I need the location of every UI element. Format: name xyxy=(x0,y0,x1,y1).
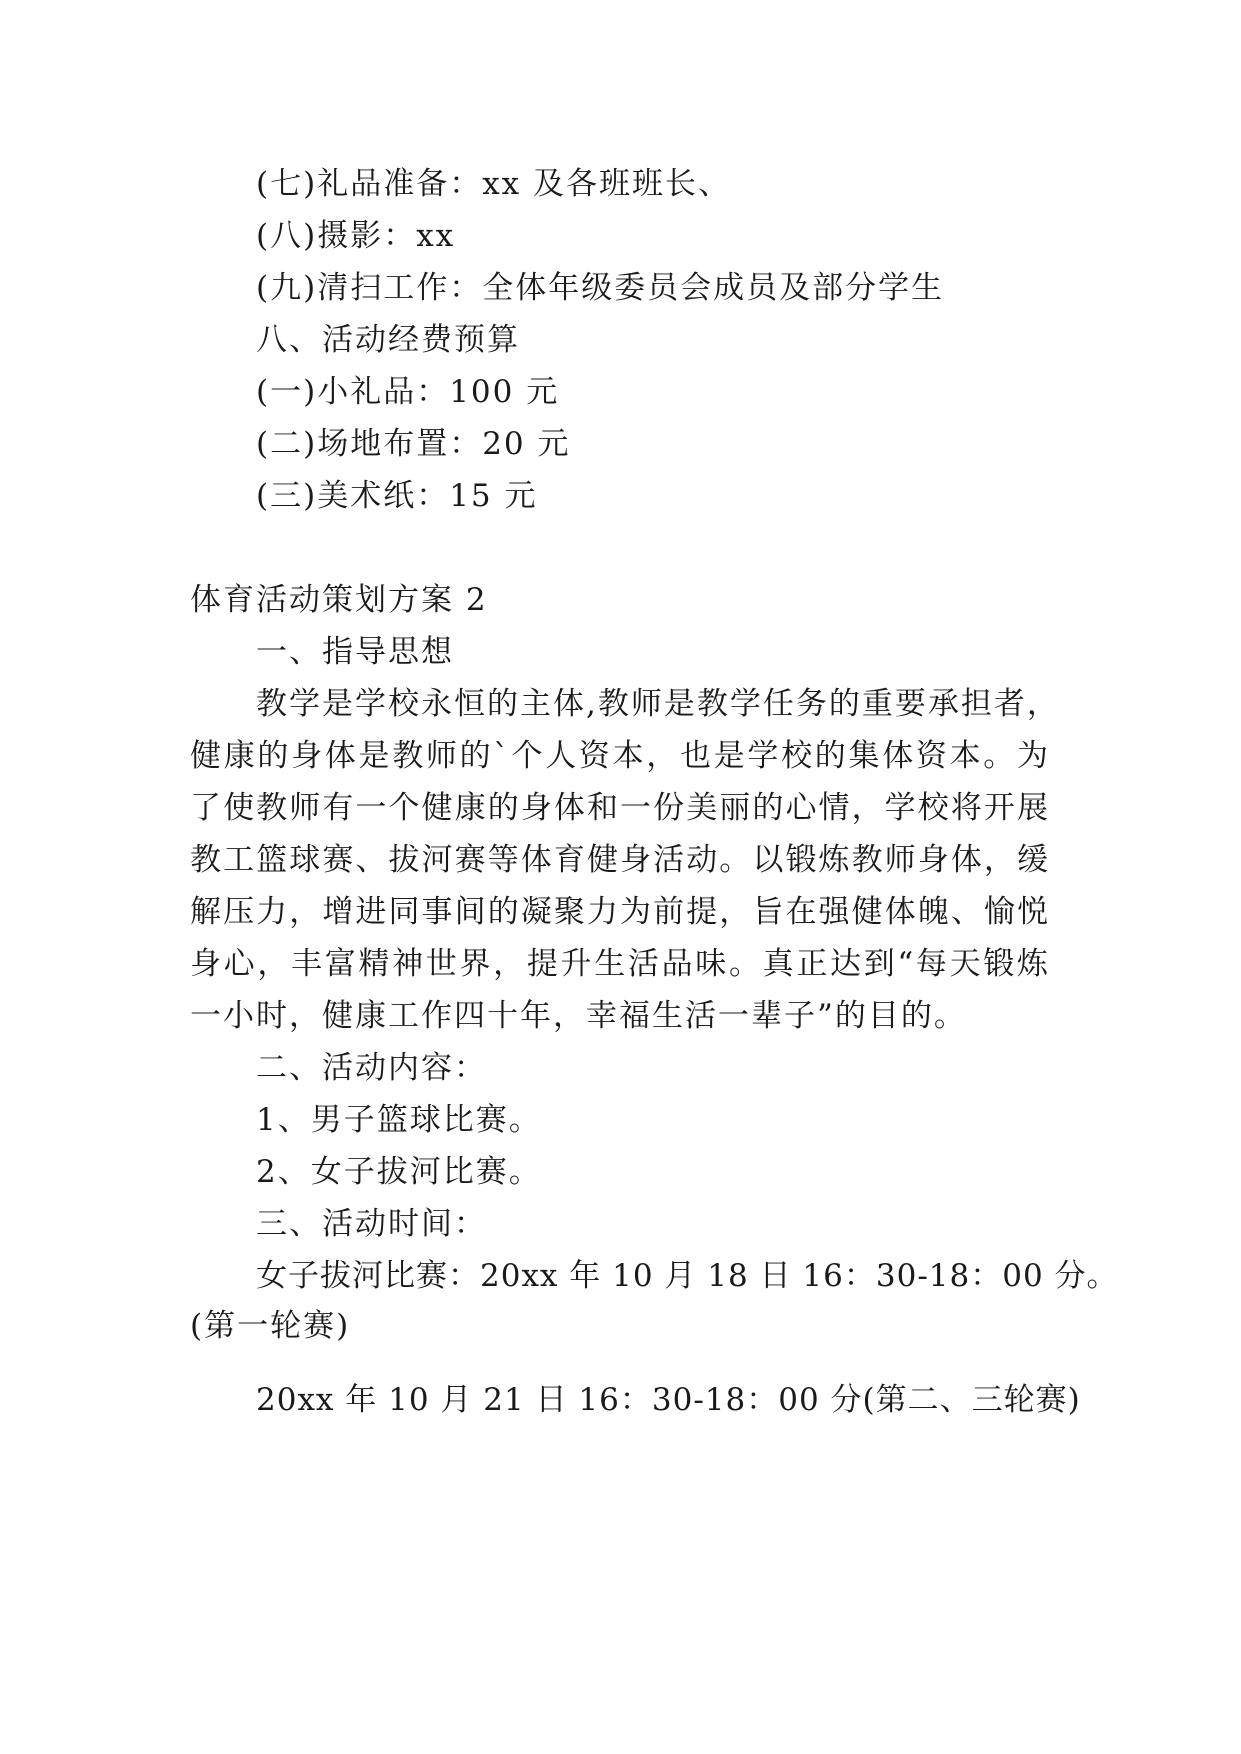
paragraph-line: 健康的身体是教师的`个人资本，也是学校的集体资本。为 xyxy=(190,738,1050,774)
paragraph-line: 教学是学校永恒的主体,教师是教学任务的重要承担者， xyxy=(256,686,1060,722)
document-title: 体育活动策划方案 2 xyxy=(190,582,488,618)
section-heading: 三、活动时间： xyxy=(256,1206,487,1242)
schedule-line: (第一轮赛) xyxy=(190,1308,351,1344)
list-item: (三)美术纸：15 元 xyxy=(256,478,538,514)
list-item: (一)小礼品：100 元 xyxy=(256,374,560,410)
section-heading: 八、活动经费预算 xyxy=(256,322,520,358)
schedule-line: 女子拔河比赛：20xx 年 10 月 18 日 16：30-18：00 分。 xyxy=(256,1258,1119,1294)
paragraph-line: 教工篮球赛、拔河赛等体育健身活动。以锻炼教师身体，缓 xyxy=(190,842,1050,878)
section-heading: 二、活动内容： xyxy=(256,1050,487,1086)
list-item: 2、女子拔河比赛。 xyxy=(256,1154,542,1190)
paragraph-line: 身心，丰富精神世界，提升生活品味。真正达到“每天锻炼 xyxy=(190,946,1050,982)
paragraph-line: 一小时，健康工作四十年，幸福生活一辈子”的目的。 xyxy=(190,998,967,1034)
schedule-line: 20xx 年 10 月 21 日 16：30-18：00 分(第二、三轮赛) xyxy=(256,1382,1081,1418)
paragraph-line: 解压力，增进同事间的凝聚力为前提，旨在强健体魄、愉悦 xyxy=(190,894,1050,930)
list-item: (八)摄影：xx xyxy=(256,218,456,254)
section-heading: 一、指导思想 xyxy=(256,634,454,670)
list-item: (九)清扫工作：全体年级委员会成员及部分学生 xyxy=(256,270,945,306)
list-item: (二)场地布置：20 元 xyxy=(256,426,571,462)
list-item: 1、男子篮球比赛。 xyxy=(256,1102,542,1138)
paragraph-line: 了使教师有一个健康的身体和一份美丽的心情，学校将开展 xyxy=(190,790,1050,826)
list-item: (七)礼品准备：xx 及各班班长、 xyxy=(256,166,732,202)
